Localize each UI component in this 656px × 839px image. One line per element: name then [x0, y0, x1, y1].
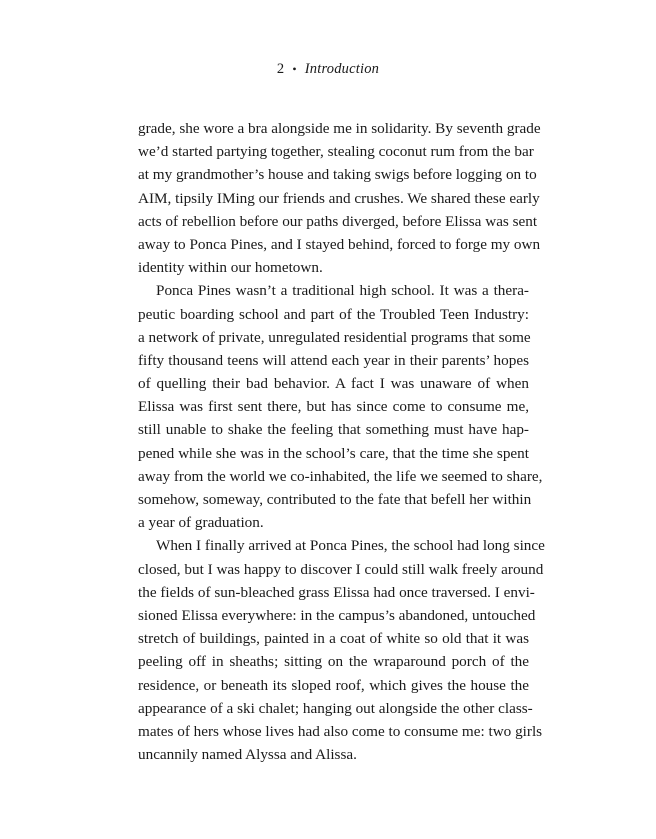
text-line: fifty thousand teens will attend each year in their parents’ hopes [138, 351, 529, 369]
paragraph-1 [138, 117, 541, 279]
text-line: stretch of buildings, painted in a coat of white so old that it was [138, 630, 529, 648]
running-head [0, 60, 656, 78]
text-line: we’d started partying together, stealing coconut rum from the bar [138, 143, 534, 161]
text-line: identity within our hometown. [138, 259, 323, 277]
text-line: appearance of a ski chalet; hanging out alongside the other class- [138, 699, 533, 717]
text-line: grade, she wore a bra alongside me in solidarity. By seventh grade [138, 120, 541, 137]
text-line: closed, but I was happy to discover I could still walk freely around [138, 560, 544, 578]
text-line: still unable to shake the feeling that something must have hap- [138, 421, 529, 439]
text-line: uncannily named Alyssa and Alissa. [138, 746, 357, 764]
text-line: mates of hers whose lives had also come to consume me: two girls [138, 722, 543, 740]
text-line: residence, or beneath its sloped roof, which gives the house the [138, 676, 529, 694]
text-line: the fields of sun-bleached grass Elissa had once traversed. I envi- [138, 583, 535, 601]
text-line: at my grandmother’s house and taking swigs before logging on to [138, 166, 537, 184]
paragraph-3 [138, 534, 545, 766]
text-line: away from the world we co-inhabited, the life we seemed to share, [138, 467, 543, 485]
text-line: a year of graduation. [138, 514, 264, 532]
text-line: Elissa was first sent there, but has since come to consume me, [138, 398, 529, 416]
text-line: Ponca Pines wasn’t a traditional high school. It was a thera- [156, 282, 529, 300]
text-line: peeling off in sheaths; sitting on the wraparound porch of the [138, 653, 529, 671]
body-text [138, 117, 545, 766]
text-line: AIM, tipsily IMing our friends and crushes. We shared these early [138, 189, 540, 207]
text-line: away to Ponca Pines, and I stayed behind, forced to forge my own [138, 235, 541, 253]
page-number: 2 [276, 61, 285, 77]
text-line: pened while she was in the school’s care, that the time she spent [138, 444, 529, 462]
section-title: Introduction [304, 61, 380, 77]
text-line: When I finally arrived at Ponca Pines, the school had long since [156, 537, 545, 555]
text-line: of quelling their bad behavior. A fact I was unaware of when [138, 375, 529, 393]
text-line: acts of rebellion before our paths diverged, before Elissa was sent [138, 212, 538, 230]
text-line: a network of private, unregulated residential programs that some [138, 328, 531, 346]
text-line: sioned Elissa everywhere: in the campus’s abandoned, untouched [138, 606, 536, 624]
text-line: peutic boarding school and part of the Troubled Teen Industry: [138, 305, 529, 323]
text-line: somehow, someway, contributed to the fate that befell her within [138, 491, 532, 508]
paragraph-2 [138, 279, 543, 534]
header-bullet: • [292, 62, 297, 76]
